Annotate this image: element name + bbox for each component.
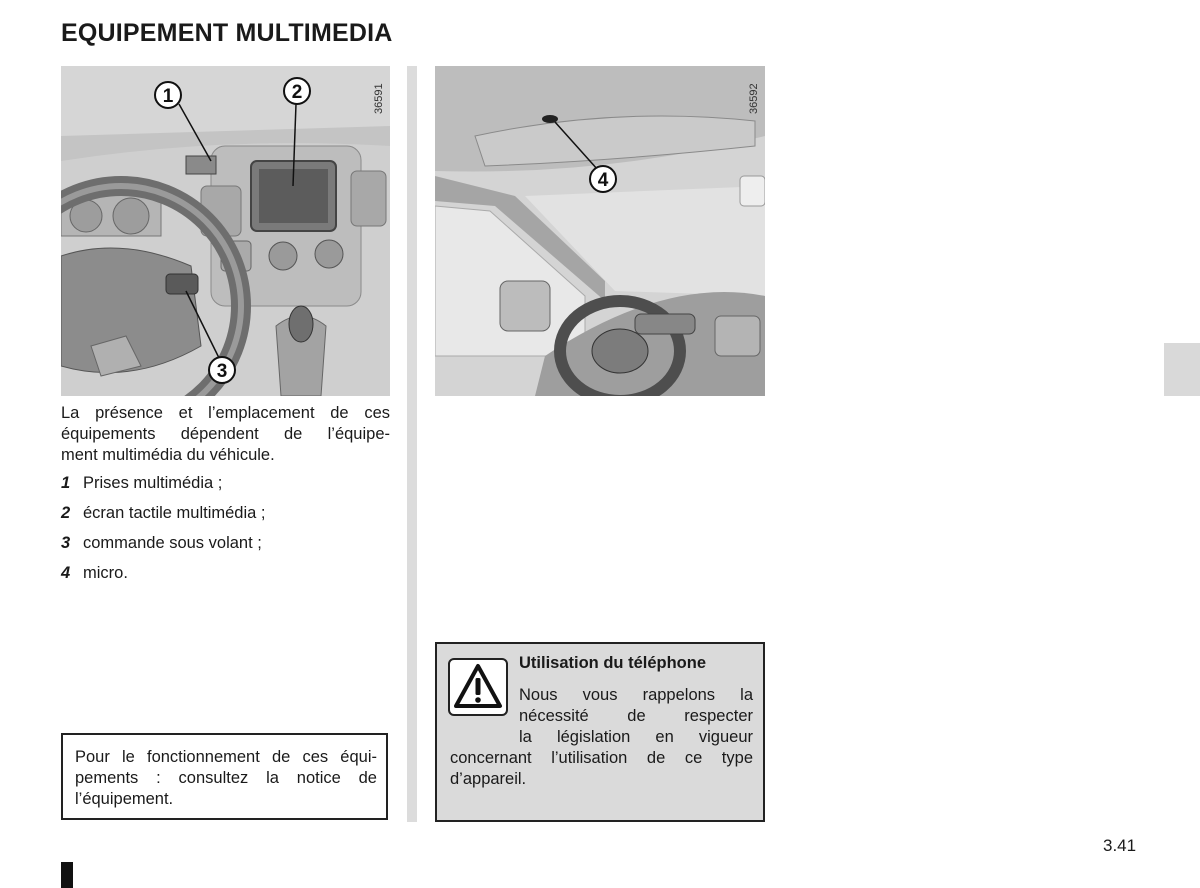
warning-title: Utilisation du téléphone bbox=[519, 654, 707, 672]
note-line-1: Pour le fonctionnement de ces équi- bbox=[75, 748, 377, 766]
figure-cabin bbox=[435, 66, 765, 396]
svg-text:2: 2 bbox=[291, 82, 303, 103]
intro-paragraph bbox=[61, 403, 390, 466]
callout-4 bbox=[590, 166, 616, 192]
warning-line-4: concernant l’utilisation de ce type bbox=[450, 749, 753, 767]
warning-line-3: la législation en vigueur bbox=[519, 728, 753, 746]
list-item-number: 3 bbox=[61, 534, 71, 552]
warning-triangle-icon bbox=[448, 658, 508, 716]
cabin-illustration bbox=[435, 66, 765, 396]
callout-3 bbox=[209, 357, 235, 383]
page-number: 3.41 bbox=[1103, 836, 1137, 855]
list-item-label: écran tactile multimédia ; bbox=[83, 504, 266, 522]
figure-dashboard bbox=[61, 66, 390, 396]
list-item-number: 2 bbox=[61, 504, 71, 522]
list-item-number: 4 bbox=[61, 564, 71, 582]
list-item-label: Prises multimédia ; bbox=[83, 474, 223, 492]
corner-mark bbox=[61, 862, 73, 888]
list-item bbox=[61, 534, 266, 564]
note-line-2: pements : consultez la notice de bbox=[75, 769, 377, 787]
list-item-label: commande sous volant ; bbox=[83, 534, 262, 552]
list-item bbox=[61, 504, 266, 534]
list-item-number: 1 bbox=[61, 474, 71, 492]
dashboard-illustration bbox=[61, 66, 390, 396]
figure-code-right: 36592 bbox=[748, 83, 760, 114]
warning-line-1: Nous vous rappelons la bbox=[519, 686, 753, 704]
note-text bbox=[75, 747, 377, 810]
note-box bbox=[61, 733, 388, 820]
svg-text:3: 3 bbox=[216, 361, 228, 382]
warning-line-2: nécessité de respecter bbox=[519, 707, 753, 725]
list-item-label: micro. bbox=[83, 564, 128, 582]
page-title: EQUIPEMENT MULTIMEDIA bbox=[61, 19, 393, 47]
chapter-tab bbox=[1164, 343, 1200, 396]
equipment-list bbox=[61, 474, 266, 594]
svg-text:4: 4 bbox=[597, 170, 609, 191]
callout-1 bbox=[155, 82, 181, 108]
warning-line-5: d’appareil. bbox=[450, 770, 527, 788]
note-line-3: l’équipement. bbox=[75, 790, 174, 808]
list-item bbox=[61, 564, 266, 594]
svg-text:1: 1 bbox=[162, 86, 174, 107]
column-divider bbox=[407, 66, 417, 822]
intro-line-1: La présence et l’emplacement de ces bbox=[61, 404, 390, 422]
intro-line-3: ment multimédia du véhicule. bbox=[61, 446, 275, 464]
warning-box bbox=[435, 642, 765, 822]
intro-line-2: équipements dépendent de l’équipe- bbox=[61, 425, 390, 443]
callout-2 bbox=[284, 78, 310, 104]
list-item bbox=[61, 474, 266, 504]
figure-code-left: 36591 bbox=[373, 83, 385, 114]
